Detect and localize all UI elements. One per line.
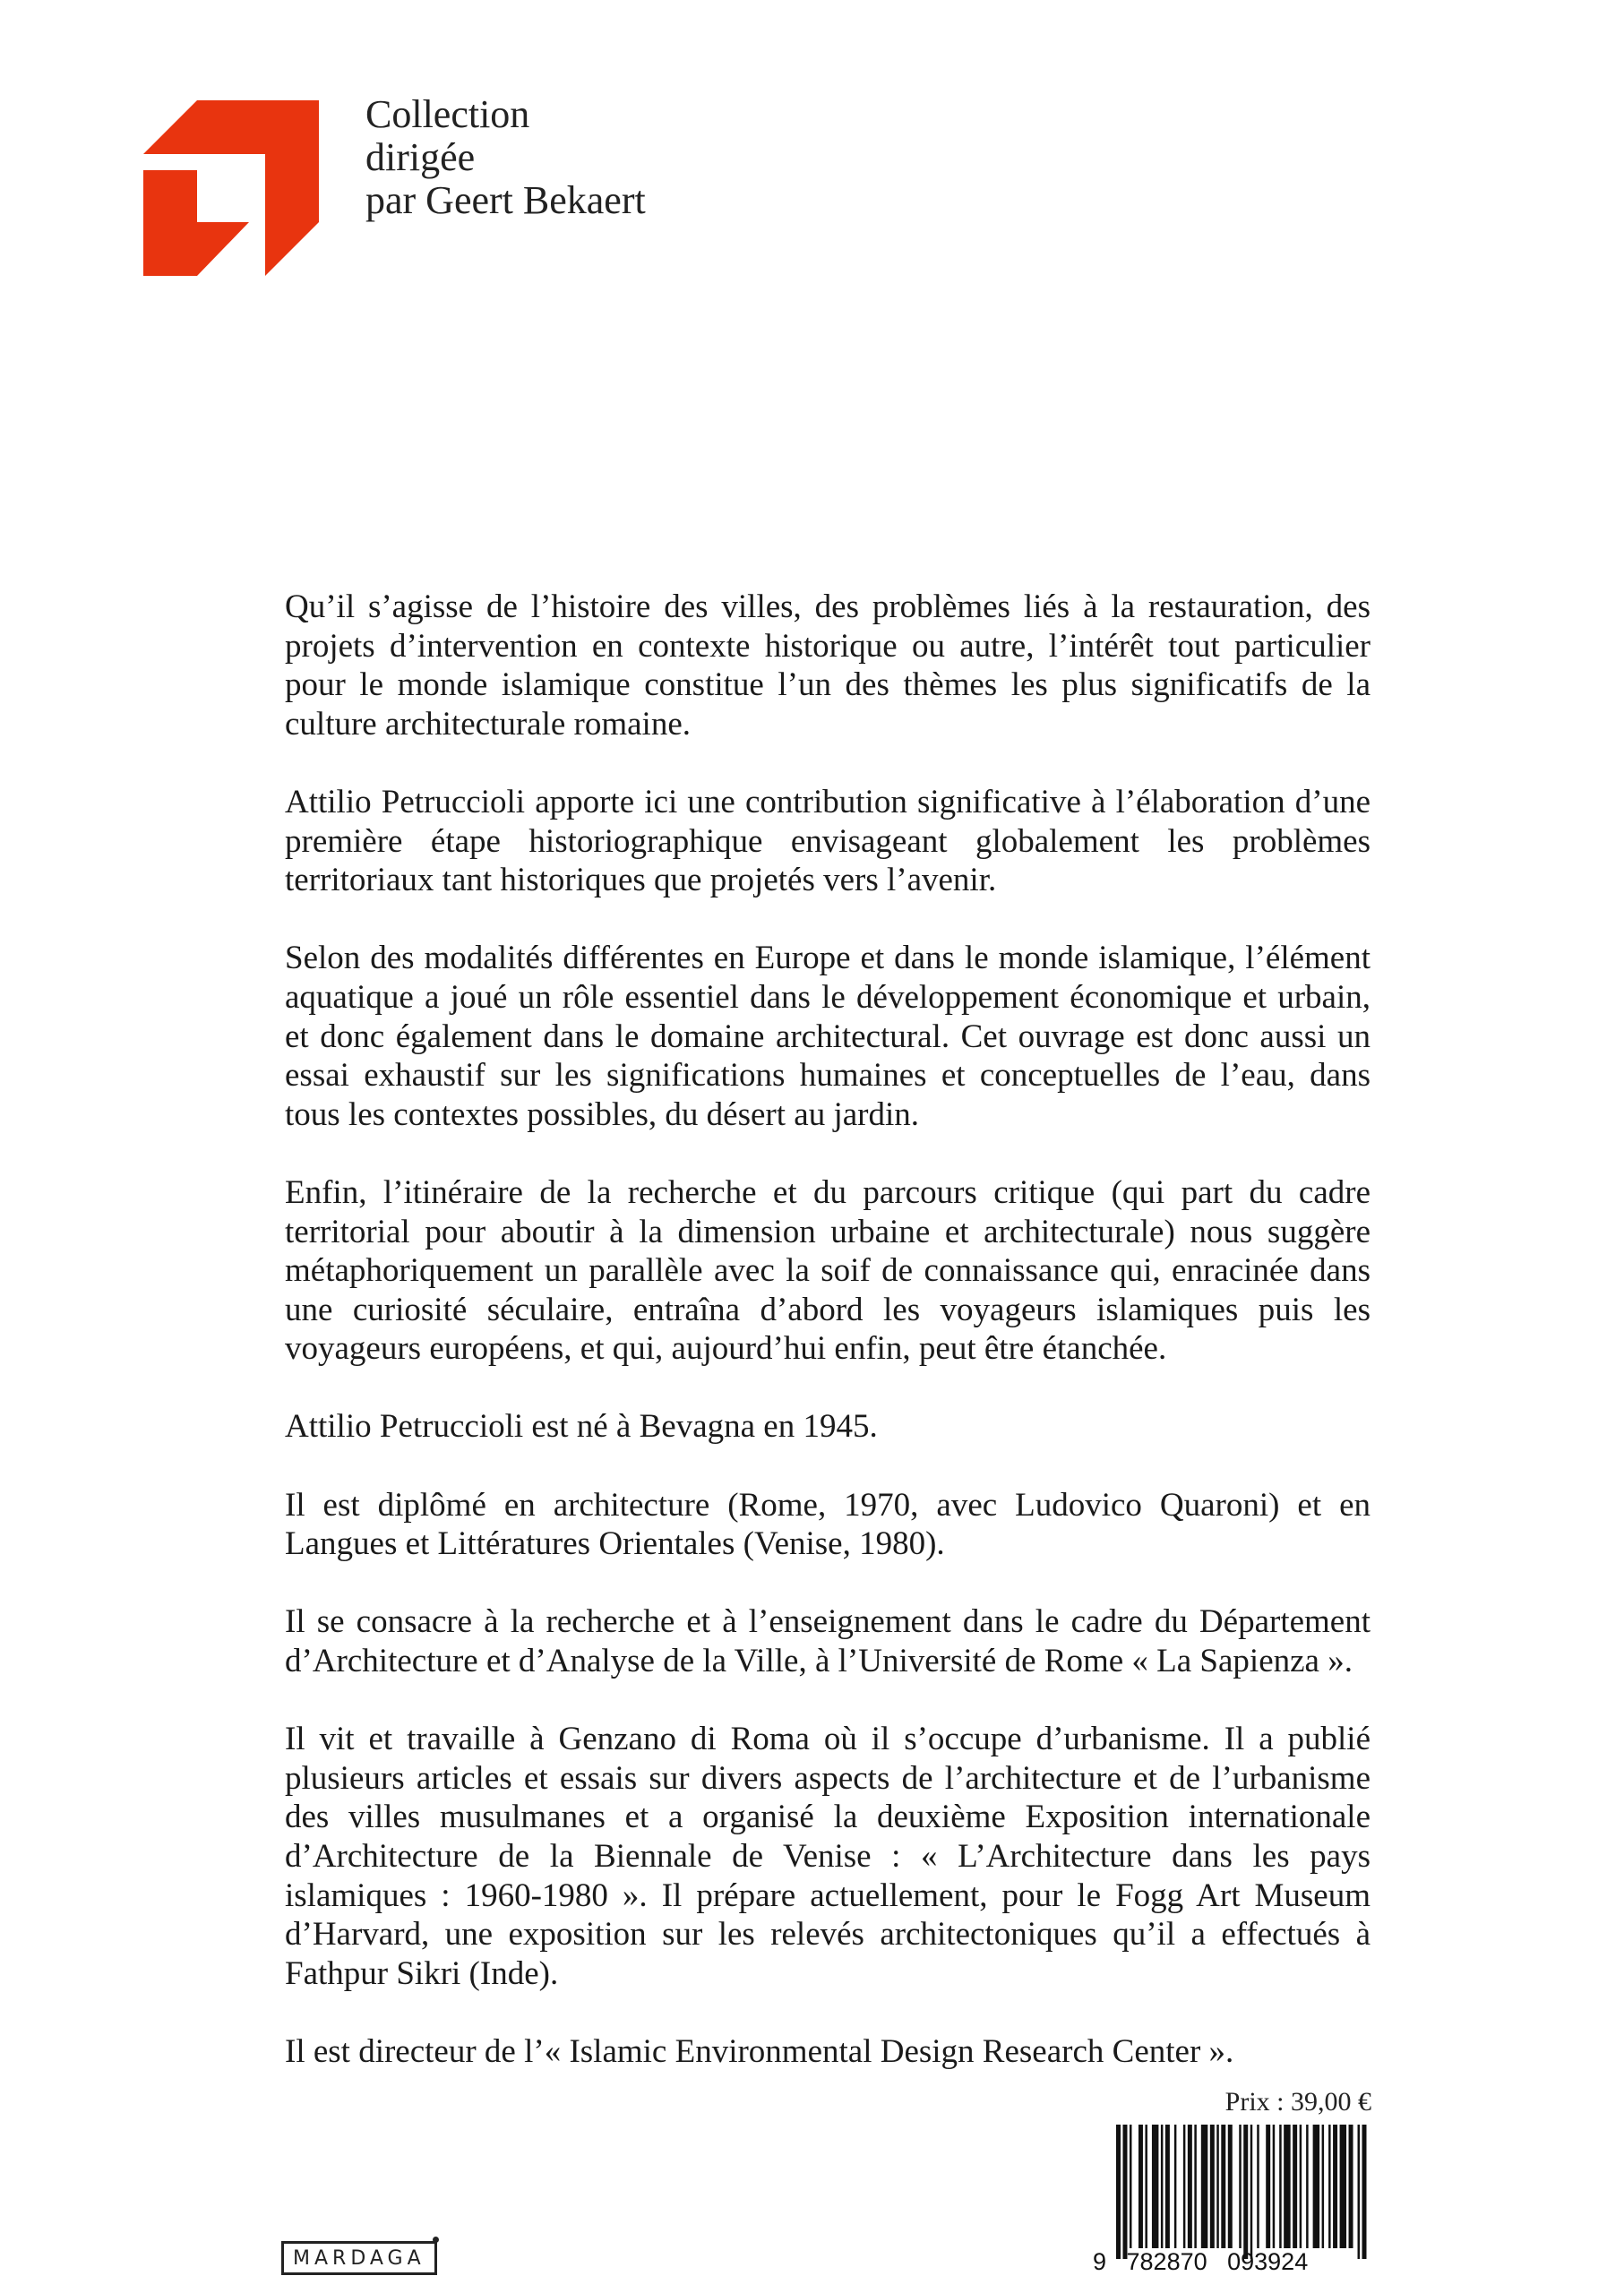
barcode-bar	[1183, 2125, 1186, 2248]
paragraph-5: Attilio Petruccioli est né à Bevagna en 1945.	[285, 1408, 878, 1446]
barcode-bar	[1216, 2125, 1219, 2248]
paragraph-2: Attilio Petruccioli apporte ici une contribution significative à l’élaboration d’une première étape historiographique envisageant globalement les problèmes territoriaux tant historiques que projetés vers l’avenir.	[285, 783, 1371, 899]
barcode-bar	[1279, 2125, 1282, 2248]
publisher-logo	[281, 2241, 437, 2275]
barcode-bar	[1201, 2125, 1207, 2248]
barcode-bar	[1188, 2125, 1192, 2248]
barcode-bar	[1358, 2125, 1361, 2259]
barcode	[1116, 2125, 1369, 2259]
barcode-bar	[1257, 2125, 1259, 2248]
barcode-bar	[1194, 2125, 1197, 2248]
barcode-bar	[1130, 2125, 1132, 2248]
barcode-bar	[1306, 2125, 1309, 2248]
paragraph-7: Il se consacre à la recherche et à l’enseignement dans le cadre du Département d’Architecture et d’Analyse de la Ville, à l’Université de Rome « La Sapienza ».	[285, 1603, 1371, 1680]
barcode-bar	[1340, 2125, 1346, 2248]
collection-line-2: dirigée	[365, 135, 476, 179]
barcode-bar	[1152, 2125, 1158, 2248]
barcode-bar	[1273, 2125, 1276, 2248]
barcode-bar	[1139, 2125, 1143, 2248]
barcode-bar	[1161, 2125, 1164, 2248]
barcode-number: 9 782870 093924	[1093, 2248, 1309, 2275]
barcode-bar	[1145, 2125, 1147, 2248]
paragraph-1: Qu’il s’agisse de l’histoire des villes, des problèmes liés à la restauration, des projets d’intervention en contexte historique ou autre, l’intérêt tout particulier pour le monde islamique constitue l’un des thèmes les plus significatifs de la culture architecturale romaine.	[285, 588, 1371, 743]
barcode-bar	[1174, 2125, 1177, 2248]
barcode-bar	[1333, 2125, 1337, 2248]
paragraph-4: Enfin, l’itinéraire de la recherche et du parcours critique (qui part du cadre territorial pour aboutir à la dimension urbaine et architecturale) nous suggère métaphoriquement un parallèle avec la soif de connaissance qui, enracinée dans une curiosité séculaire, entraîna d’abord les voyageurs islamiques puis les voyageurs européens, et qui, aujourd’hui enfin, peut être étanchée.	[285, 1173, 1371, 1368]
price-label: Prix : 39,00 €	[1224, 2087, 1371, 2117]
barcode-bar	[1328, 2125, 1331, 2248]
barcode-bar	[1250, 2125, 1253, 2259]
barcode-bar	[1228, 2125, 1233, 2248]
barcode-bar	[1284, 2125, 1290, 2248]
collection-line-1: Collection	[365, 92, 530, 136]
barcode-bar	[1313, 2125, 1319, 2248]
paragraph-3: Selon des modalités différentes en Europe et dans le monde islamique, l’élément aquatique a joué un rôle essentiel dans le développement économique et urbain, et donc également dans le domaine architectural. Cet ouvrage est donc aussi un essai exhaustif sur les significations humaines et conceptuelles de l’eau, dans tous les contextes possibles, du désert au jardin.	[285, 940, 1371, 1133]
barcode-bar	[1362, 2125, 1367, 2259]
barcode-bar	[1266, 2125, 1270, 2248]
barcode-bar	[1243, 2125, 1248, 2259]
barcode-bar	[1300, 2125, 1302, 2248]
collection-line-3: par Geert Bekaert	[365, 178, 646, 222]
paragraph-6: Il est diplômé en architecture (Rome, 1970, avec Ludovico Quaroni) et en Langues et Littératures Orientales (Venise, 1980).	[285, 1486, 1371, 1563]
barcode-bar	[1322, 2125, 1325, 2248]
barcode-bar	[1239, 2125, 1242, 2248]
barcode-bar	[1293, 2125, 1297, 2248]
barcode-bar	[1122, 2125, 1127, 2259]
barcode-bar	[1221, 2125, 1225, 2248]
paragraph-9: Il est directeur de l’« Islamic Environmental Design Research Center ».	[285, 2032, 1234, 2070]
paragraph-8: Il vit et travaille à Genzano di Roma où il s’occupe d’urbanisme. Il a publié plusieurs articles et essais sur divers aspects de l’architecture et de l’urbanisme des villes musulmanes et a organisé la deuxième Exposition internationale d’Architecture de la Biennale de Venise : « L’Architecture dans les pays islamiques : 1960-1980 ». Il prépare actuellement, pour le Fogg Art Museum d’Harvard, une exposition sur les relevés architectoniques qu’il a effectués à Fathpur Sikri (Inde).	[285, 1721, 1371, 1992]
barcode-bar	[1165, 2125, 1170, 2248]
publisher-name: MARDAGA	[293, 2247, 425, 2270]
back-cover-text	[285, 588, 1371, 2110]
publisher-dot-icon	[433, 2237, 439, 2243]
barcode-bar	[1210, 2125, 1215, 2248]
collection-heading	[365, 93, 646, 222]
barcode-bar	[1116, 2125, 1121, 2259]
barcode-bar	[1349, 2125, 1353, 2248]
collection-logo-icon	[143, 100, 319, 276]
